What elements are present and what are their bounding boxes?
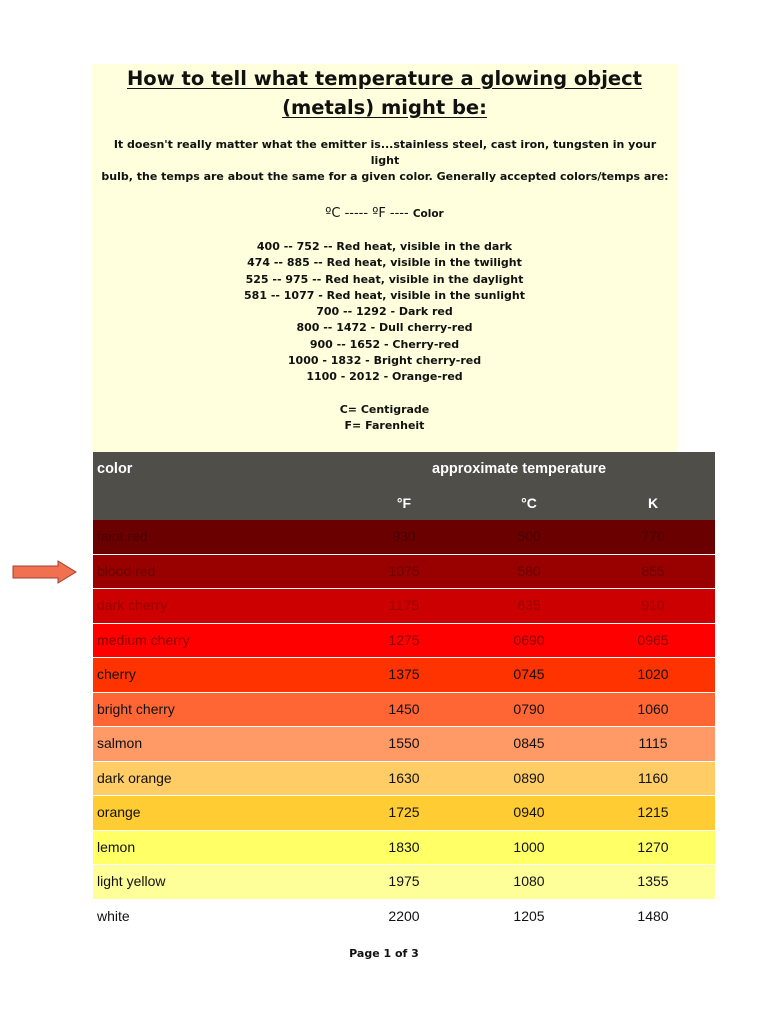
row-color-name: orange [97,804,141,820]
row-fahrenheit: 1550 [388,735,420,751]
row-fahrenheit: 2200 [388,907,420,924]
legend-color: Color [412,208,444,220]
legend-c: ºC ----- [325,206,369,221]
right-arrow-icon [12,560,78,584]
header-kelvin: K [647,495,659,511]
row-kelvin: 770 [641,528,665,544]
row-color-name: dark orange [97,769,172,786]
row-celsius: 0745 [513,666,545,682]
row-celsius: 1205 [513,907,545,924]
row-color-name: cherry [97,666,136,682]
temperature-table [93,452,715,934]
table-row [93,762,715,797]
header-fahrenheit: °F [396,495,412,511]
unit-centigrade: C= Centigrade [339,403,430,416]
row-fahrenheit: 1175 [388,597,420,613]
row-fahrenheit: 1975 [388,873,420,889]
row-color-name: salmon [97,735,143,751]
table-row [93,624,715,659]
table-row [93,658,715,693]
row-kelvin: 0965 [637,631,669,648]
table-body [93,520,715,934]
table-header [93,452,715,520]
table-row [93,520,715,555]
row-color-name: blood red [97,562,156,579]
temperature-line: 900 -- 1652 - Cherry-red [309,337,460,351]
row-celsius: 500 [517,528,541,544]
row-fahrenheit: 1630 [388,769,420,786]
row-fahrenheit: 1830 [388,838,420,855]
temperature-line: 581 -- 1077 - Red heat, visible in the sunlight [244,288,525,302]
row-celsius: 1000 [513,838,545,855]
table-row [93,900,715,935]
page-title [92,64,677,122]
temperature-line: 700 -- 1292 - Dark red [316,305,453,319]
row-kelvin: 1160 [637,769,669,786]
row-celsius: 0790 [513,700,545,717]
header-approximate-temperature: approximate temperature [432,461,607,477]
row-kelvin: 1270 [637,838,669,855]
intro-line-1: It doesn't really matter what the emitter is...stainless steel, cast iron, tungsten in your light [113,138,657,167]
row-color-name: bright cherry [97,700,175,717]
units-legend [92,402,677,434]
row-fahrenheit: 930 [392,528,416,544]
row-color-name: faint red [97,528,148,544]
temperature-line: 474 -- 885 -- Red heat, visible in the twilight [247,256,522,270]
intro-text [100,137,670,185]
table-row [93,796,715,831]
row-celsius: 635 [517,597,541,613]
row-kelvin: 855 [641,562,665,579]
unit-farenheit: F= Farenheit [344,419,425,432]
title-line-1: How to tell what temperature a glowing object [126,67,643,90]
row-kelvin: 1115 [638,735,668,751]
table-row [93,831,715,866]
header-color: color [97,461,133,477]
row-celsius: 0845 [513,735,545,751]
row-color-name: white [97,907,130,924]
row-fahrenheit: 1725 [388,804,420,820]
temperature-line: 1000 - 1832 - Bright cherry-red [287,354,482,368]
row-kelvin: 1355 [637,873,669,889]
table-row [93,555,715,590]
legend-f: ºF ---- [372,206,409,221]
legend-header [92,205,677,223]
temperature-list [92,239,677,386]
temperature-line: 400 -- 752 -- Red heat, visible in the dark [256,240,513,253]
row-fahrenheit: 1075 [388,562,420,579]
title-line-2: (metals) might be: [282,96,487,119]
table-row [93,589,715,624]
row-kelvin: 1480 [637,907,669,924]
row-celsius: 580 [517,562,541,579]
intro-line-2: bulb, the temps are about the same for a given color. Generally accepted colors/temps are: [101,170,669,183]
row-color-name: lemon [97,838,136,855]
table-row [93,865,715,900]
row-fahrenheit: 1275 [388,631,420,648]
table-row [93,693,715,728]
header-celsius: °C [521,495,537,511]
row-color-name: light yellow [97,873,166,889]
row-color-name: medium cherry [97,631,190,648]
temperature-line: 800 -- 1472 - Dull cherry-red [296,321,473,335]
temperature-line: 525 -- 975 -- Red heat, visible in the daylight [245,272,524,286]
table-row [93,727,715,762]
row-celsius: 0890 [513,769,545,786]
row-fahrenheit: 1375 [388,666,420,682]
row-kelvin: 1020 [637,666,669,682]
temperature-line: 1100 - 2012 - Orange-red [306,370,463,384]
row-kelvin: 1215 [637,804,669,820]
row-celsius: 1080 [513,873,545,889]
row-fahrenheit: 1450 [388,700,420,717]
row-celsius: 0690 [513,631,545,648]
row-kelvin: 1060 [637,700,669,717]
page-number: Page 1 of 3 [349,947,419,960]
row-kelvin: 910 [641,597,665,613]
row-celsius: 0940 [513,804,545,820]
row-color-name: dark cherry [97,597,168,613]
